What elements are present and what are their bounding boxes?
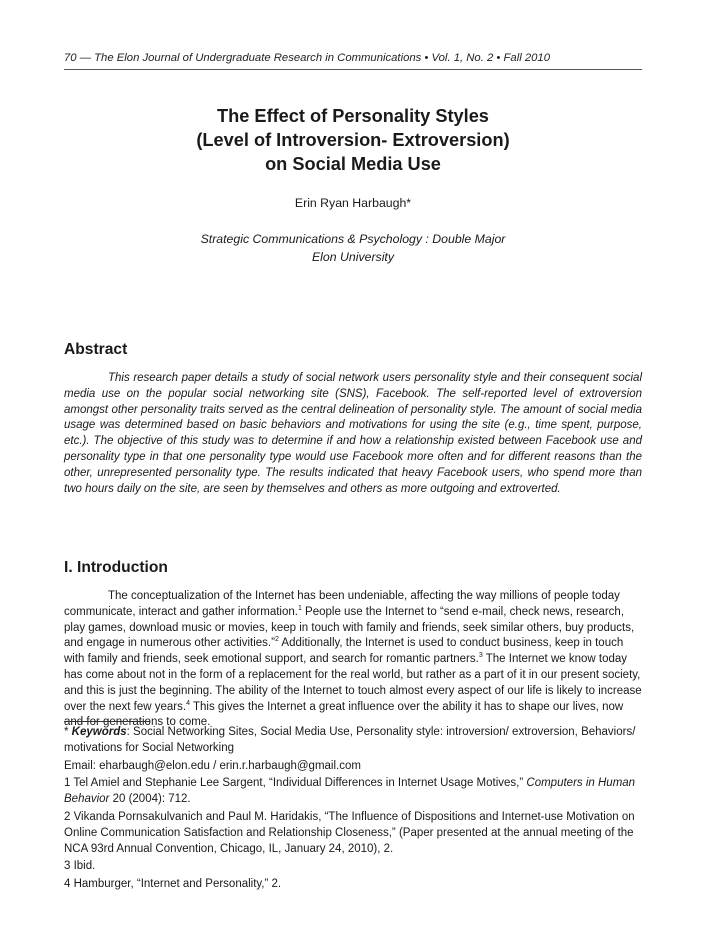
affiliation-line-1: Strategic Communications & Psychology : Double Major bbox=[200, 232, 506, 246]
footnote-ref-2: 2 bbox=[274, 636, 279, 644]
running-head: 70 — The Elon Journal of Undergraduate Research in Communications • Vol. 1, No. 2 • Fall 2010 bbox=[64, 52, 642, 70]
keywords-label: Keywords bbox=[71, 726, 127, 738]
paper-title-line-2: (Level of Introversion- Extroversion) bbox=[196, 130, 510, 150]
intro-text-1: The conceptualization of the Internet has been undeniable, affecting the way millions of people today communicate, interact and gather information. bbox=[64, 590, 620, 618]
footnote-email: Email: eharbaugh@elon.edu / erin.r.harbaugh@gmail.com bbox=[64, 759, 361, 772]
footnote-1-journal: Computers in Human Behavior bbox=[64, 777, 636, 806]
footnote-1-citation: 20 (2004): 712. bbox=[109, 793, 191, 806]
intro-text-3: Additionally, the Internet is used to conduct business, keep in touch with family and friends, seek emotional support, and search for romantic partners. bbox=[64, 637, 624, 666]
intro-text-4: The Internet we know today has come about not in the form of a replacement for the real world, but rather as a part of it in our present society, and this is just the beginning. The ability of the Internet to touch almost every aspect of our life is likely to increase over the next few years. bbox=[64, 653, 642, 713]
abstract-text: This research paper details a study of social network users personality style and their consequent social media use on the popular social networking site (SNS), Facebook. The self-reported level of extroversion amongst other personality traits served as the central delineation of personality style. The amount of social media usage was determined based on basic behaviors and motivations for using the site (e.g., time spent, purpose, etc.). The objective of this study was to determine if and how a relationship existed between Facebook use and personality type in that one personality type would use Facebook more often and for different reasons than the other, unrepresented personality type. The results indicated that heavy Facebook users, who spend more than two hours daily on the site, are seen by themselves and others as more outgoing and extroverted. bbox=[64, 372, 642, 495]
footnote-divider bbox=[64, 721, 150, 722]
footnote-ref-1: 1 bbox=[297, 604, 302, 612]
footnote-1-text: 1 Tel Amiel and Stephanie Lee Sargent, “Individual Differences in Internet Usage Motives,” bbox=[64, 777, 527, 790]
affiliation bbox=[64, 230, 642, 266]
affiliation-line-2: Elon University bbox=[311, 250, 394, 264]
footnote-1 bbox=[64, 776, 642, 808]
footnote-ref-3: 3 bbox=[478, 652, 483, 660]
footnote-4: 4 Hamburger, “Internet and Personality,” 2. bbox=[64, 878, 282, 891]
footnote-2: 2 Vikanda Pornsakulvanich and Paul M. Haridakis, “The Influence of Dispositions and Internet-use Motivation on Online Communication Satisfaction and Relationship Closeness,” (Paper presented at the annual meeting of the NCA 93rd Annual Convention, Chicago, IL, January 24, 2010), 2. bbox=[64, 810, 635, 855]
introduction-heading: I. Introduction bbox=[64, 559, 168, 576]
footnotes bbox=[64, 725, 642, 895]
abstract-paragraph bbox=[64, 371, 642, 497]
footnote-keywords: * Keywords: Social Networking Sites, Social Media Use, Personality style: introversion/ extroversion, Behaviors/ motivations for Social Networking bbox=[64, 726, 636, 754]
title-block bbox=[64, 104, 642, 266]
introduction-paragraph bbox=[64, 589, 642, 731]
footnote-ref-4: 4 bbox=[186, 699, 190, 707]
intro-text-2: People use the Internet to “send e-mail, check news, research, play games, download music or movies, keep in touch with family and friends, seek similar others, buy products, and engage in numerous other activities.” bbox=[64, 605, 635, 650]
keywords-text: : Social Networking Sites, Social Media Use, Personality style: introversion/ extroversion, Behaviors/ motivations for Social Networking bbox=[64, 726, 636, 754]
footnote-3: 3 Ibid. bbox=[64, 860, 96, 873]
paper-title-line-1: The Effect of Personality Styles bbox=[217, 106, 489, 126]
intro-text-5: This gives the Internet a great influence over the ability it has to shape our lives, now and for generations to come. bbox=[64, 700, 624, 729]
abstract-heading: Abstract bbox=[64, 341, 128, 358]
paper-title-line-3: on Social Media Use bbox=[265, 154, 441, 174]
author-name: Erin Ryan Harbaugh* bbox=[294, 196, 412, 210]
